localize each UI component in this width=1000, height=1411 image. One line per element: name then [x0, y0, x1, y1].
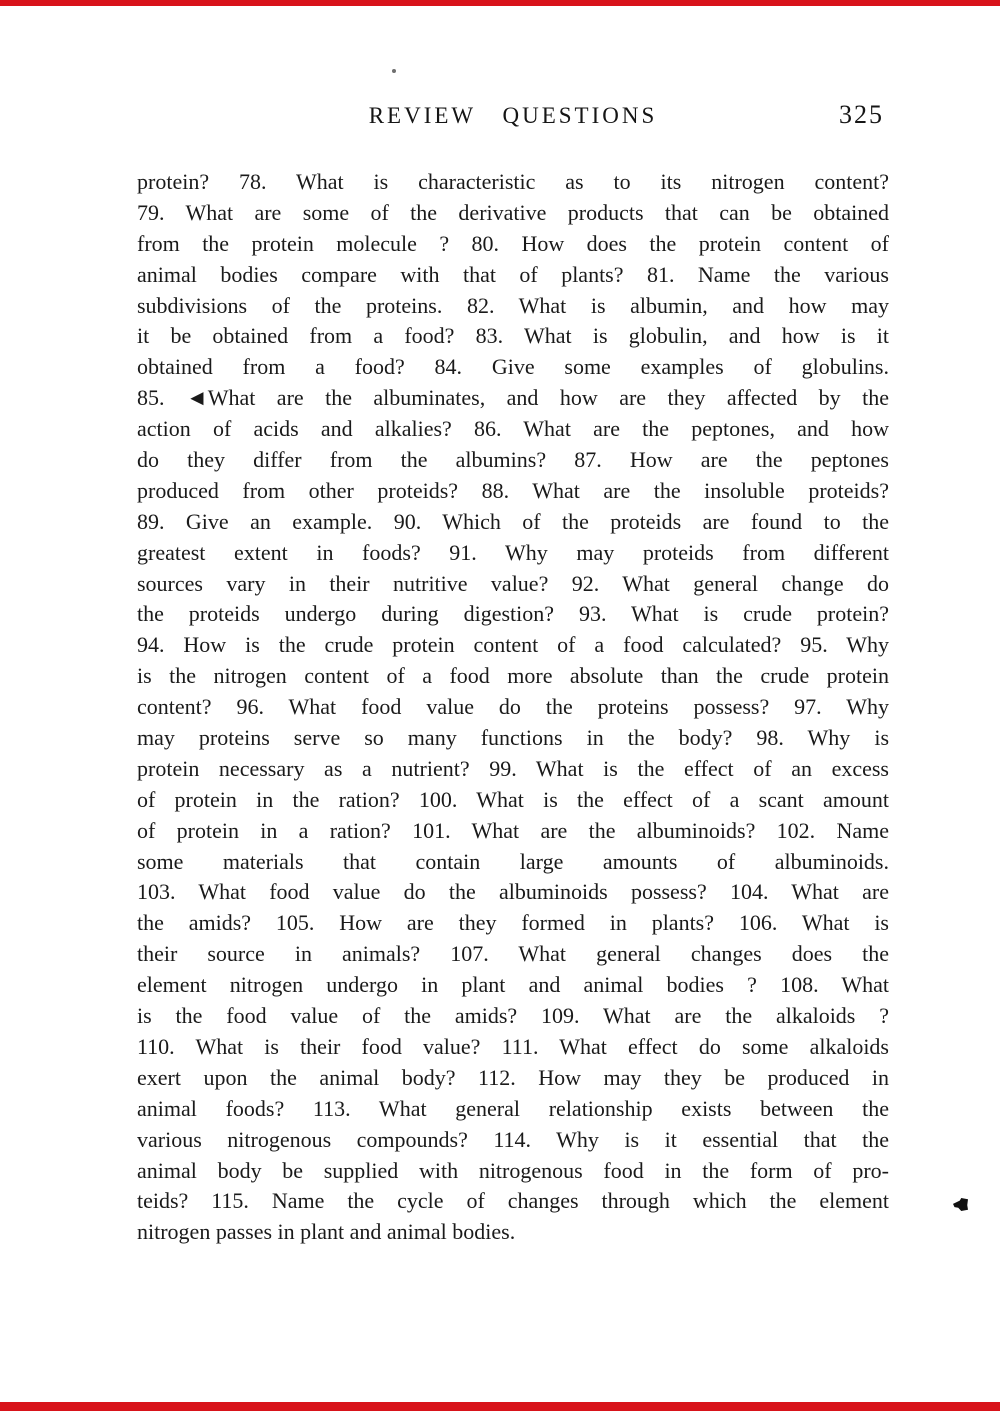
text-line: obtained from a food? 84. Give some examples of globulins.	[137, 354, 889, 380]
text-line: animal foods? 113. What general relationship exists between the	[137, 1095, 889, 1121]
text-line: the amids? 105. How are they formed in plants? 106. What is	[137, 910, 889, 936]
text-line: element nitrogen undergo in plant and animal bodies ? 108. What	[137, 972, 889, 998]
text-line: nitrogen passes in plant and animal bodies.	[137, 1219, 516, 1245]
text-line: some materials that contain large amounts of albuminoids.	[137, 848, 889, 874]
text-line: action of acids and alkalies? 86. What are the peptones, and how	[137, 416, 889, 442]
scan-edge-bottom	[0, 1402, 1000, 1411]
text-line: protein? 78. What is characteristic as to its nitrogen content?	[137, 169, 889, 194]
text-line: exert upon the animal body? 112. How may they be produced in	[137, 1064, 889, 1090]
text-line: 103. What food value do the albuminoids possess? 104. What are	[137, 879, 889, 905]
text-line: 79. What are some of the derivative products that can be obtained	[137, 199, 889, 225]
text-line: of protein in the ration? 100. What is the effect of a scant amount	[137, 786, 889, 812]
text-line: their source in animals? 107. What general changes does the	[137, 941, 889, 967]
text-line: it be obtained from a food? 83. What is globulin, and how is it	[137, 323, 889, 349]
text-line: 85. ◄What are the albuminates, and how are they affected by the	[137, 385, 889, 411]
text-line: is the food value of the amids? 109. What are the alkaloids ?	[137, 1003, 889, 1029]
running-head-title: REVIEW QUESTIONS	[368, 103, 658, 128]
text-line: 94. How is the crude protein content of a food calculated? 95. Why	[137, 632, 889, 658]
text-line: content? 96. What food value do the proteins possess? 97. Why	[137, 694, 889, 720]
paper-speck	[392, 69, 396, 73]
text-line: do they differ from the albumins? 87. How are the peptones	[137, 447, 889, 473]
text-line: animal bodies compare with that of plants? 81. Name the various	[137, 261, 889, 287]
text-line: from the protein molecule ? 80. How does the protein content of	[137, 230, 889, 256]
text-line: may proteins serve so many functions in the body? 98. Why is	[137, 725, 889, 751]
body-text	[137, 167, 889, 1248]
text-line: greatest extent in foods? 91. Why may proteids from different	[137, 539, 889, 565]
text-line: 110. What is their food value? 111. What effect do some alkaloids	[137, 1033, 889, 1059]
scan-edge-top	[0, 0, 1000, 6]
margin-ink-mark	[953, 1198, 968, 1211]
text-line: various nitrogenous compounds? 114. Why is it essential that the	[137, 1126, 889, 1152]
text-line: teids? 115. Name the cycle of changes through which the element	[137, 1188, 889, 1214]
text-line: produced from other proteids? 88. What are the insoluble proteids?	[137, 477, 889, 503]
text-line: sources vary in their nutritive value? 92. What general change do	[137, 570, 889, 596]
text-line: 89. Give an example. 90. Which of the proteids are found to the	[137, 508, 889, 534]
text-line: the proteids undergo during digestion? 93. What is crude protein?	[137, 601, 889, 627]
text-line: is the nitrogen content of a food more absolute than the crude protein	[137, 663, 889, 689]
page-number: 325	[839, 100, 884, 129]
text-line: animal body be supplied with nitrogenous food in the form of pro-	[137, 1157, 889, 1183]
text-line: of protein in a ration? 101. What are the albuminoids? 102. Name	[137, 817, 889, 843]
text-line: subdivisions of the proteins. 82. What is albumin, and how may	[137, 292, 889, 318]
text-line: protein necessary as a nutrient? 99. What is the effect of an excess	[137, 755, 889, 781]
